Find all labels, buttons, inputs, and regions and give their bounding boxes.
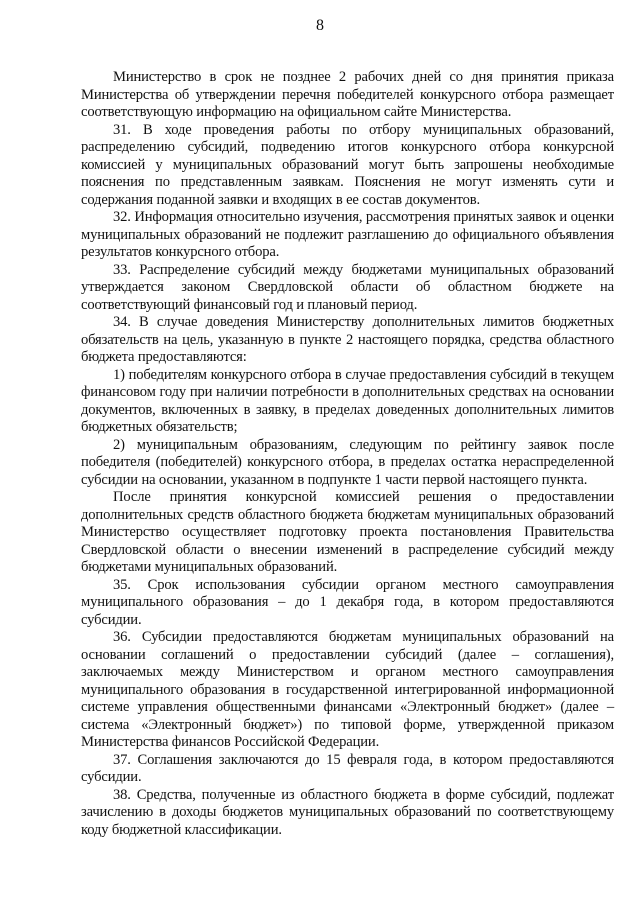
- paragraph-ministry-publication: Министерство в срок не позднее 2 рабочих дней со дня принятия приказа Министерства об утверждении перечня победителей конкурсного отбора размещает соответствующую информацию на официальном сайте Министерства.: [81, 69, 614, 120]
- paragraph-commission-decision: После принятия конкурсной комиссией решения о предоставлении дополнительных средств областного бюджета бюджетам муниципальных образований Министерство осуществляет подготовку проекта постановления Правительства Свердловской области о внесении изменений в распределение субсидий между бюджетами муниципальных образований.: [81, 489, 614, 575]
- paragraph-37: 37. Соглашения заключаются до 15 февраля года, в котором предоставляются субсидии.: [81, 751, 614, 785]
- paragraph-38: 38. Средства, полученные из областного бюджета в форме субсидий, подлежат зачислению в доходы бюджетов муниципальных образований по соответствующему коду бюджетной классификации.: [81, 786, 614, 838]
- page-number: 8: [316, 17, 324, 34]
- document-body: [81, 69, 614, 839]
- paragraph-34-item-2: 2) муниципальным образованиям, следующим по рейтингу заявок после победителя (победителей) конкурсного отбора, в пределах остатка нераспределенной субсидии на основании, указанном в подпункте 1 части первой настоящего пункта.: [81, 436, 614, 488]
- paragraph-33: 33. Распределение субсидий между бюджетами муниципальных образований утверждается законом Свердловской области об областном бюджете на соответствующий финансовый год и плановый период.: [81, 261, 614, 313]
- paragraph-32: 32. Информация относительно изучения, рассмотрения принятых заявок и оценки муниципальных образований не подлежит разглашению до официального объявления результатов конкурсного отбора.: [81, 209, 614, 260]
- paragraph-34: 34. В случае доведения Министерству дополнительных лимитов бюджетных обязательств на цель, указанную в пункте 2 настоящего порядка, средства областного бюджета предоставляются:: [81, 314, 614, 365]
- paragraph-31: 31. В ходе проведения работы по отбору муниципальных образований, распределению субсидий, подведению итогов конкурсного отбора конкурсной комиссией у муниципальных образований могут быть запрошены необходимые пояснения по представленным заявкам. Пояснения не могут изменять сути и содержания поданной заявки и входящих в ее состав документов.: [81, 121, 614, 208]
- paragraph-34-item-1: 1) победителям конкурсного отбора в случае предоставления субсидий в текущем финансовом году при наличии потребности в дополнительных средствах на основании документов, включенных в заявку, в пределах доведенных дополнительных лимитов бюджетных обязательств;: [81, 366, 614, 435]
- paragraph-35: 35. Срок использования субсидии органом местного самоуправления муниципального образования – до 1 декабря года, в котором предоставляются субсидии.: [81, 576, 614, 628]
- paragraph-36: 36. Субсидии предоставляются бюджетам муниципальных образований на основании соглашений о предоставлении субсидий (далее – соглашения), заключаемых между Министерством и органом местного самоуправления муниципального образования в государственной интегрированной информационной системе управления общественными финансами «Электронный бюджет» (далее – система «Электронный бюджет») по типовой форме, утвержденной приказом Министерства финансов Российской Федерации.: [81, 629, 614, 750]
